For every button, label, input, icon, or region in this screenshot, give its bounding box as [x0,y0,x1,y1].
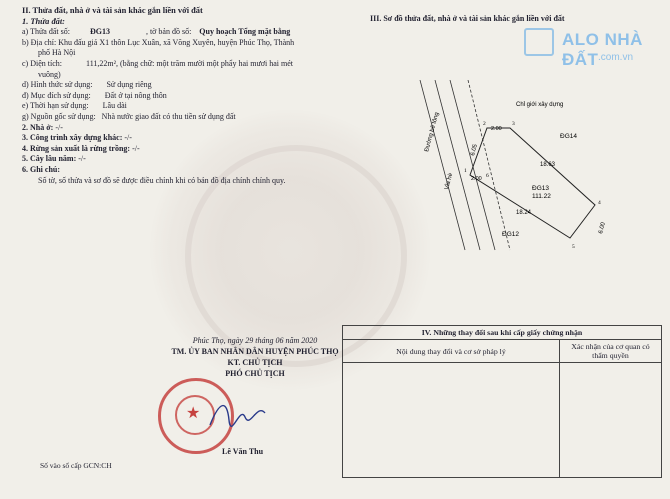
use-form-row [22,80,342,91]
origin-value: Nhà nước giao đất có thu tiền sử dụng đất [101,111,236,121]
address-value-cont: phố Hà Nội [38,48,76,58]
road-label: Đường bê tông [424,111,441,153]
issuing-org: TM. ỦY BAN NHÂN DÂN HUYỆN PHÚC THỌ [171,347,339,356]
area-value-cont: vuông) [38,69,61,79]
vertex-3: 3 [512,121,515,127]
lot-label: ĐG13 [532,185,549,192]
origin-label: g) Nguồn gốc sử dụng: [22,111,96,121]
lot-diagram [390,80,620,260]
diagram-section-title: III. Sơ đồ thửa đất, nhà ở và tài sản khác gắn liền với đất [370,14,565,23]
vertex-1: 1 [464,168,467,174]
logo-url: .com.vn [598,52,634,63]
signature-block [140,335,370,379]
area-row [22,59,342,70]
forest-row [22,144,342,155]
signer-role: PHÓ CHỦ TỊCH [225,369,285,378]
length-top-label: 18.63 [540,162,556,168]
lot-polygon [470,128,595,238]
lot-area-label: 111.22 [532,193,551,200]
use-form-label: d) Hình thức sử dụng: [22,80,93,90]
area-label: c) Diện tích: [22,58,62,68]
corner-len-2: 2.00 [471,176,482,182]
on-behalf-label: KT. CHỦ TỊCH [227,358,283,367]
signer-name: Lê Văn Thu [222,447,264,456]
vertex-5: 5 [572,244,575,250]
notes-value: Số tờ, số thửa và sơ đồ sẽ được điều chỉnh khi có bản đồ địa chính chính quy. [38,175,286,185]
side-left-label: 6.05 [470,143,479,157]
term-label: e) Thời hạn sử dụng: [22,101,89,111]
perennial-value: -/- [78,154,86,164]
map-sheet-label: , tờ bản đồ số: [145,27,192,37]
changes-col-content: Nội dung thay đổi và cơ sở pháp lý [343,340,560,363]
neighbor-bottom-label: ĐG12 [502,231,519,238]
term-row [22,101,342,112]
changes-cell-empty-1 [343,363,560,478]
side-right-label: 6.00 [598,221,607,235]
house-logo-icon [524,28,554,56]
changes-col-confirm: Xác nhận của cơ quan có thẩm quyền [559,340,661,363]
changes-table [342,325,662,478]
alley-label: Vỉa hè [444,172,455,191]
purpose-value: Đất ở tại nông thôn [104,90,167,100]
house-label: 2. Nhà ở: [22,122,54,132]
perennial-label: 5. Cây lâu năm: [22,154,77,164]
land-info-section [22,6,342,186]
other-works-label: 3. Công trình xây dựng khác: [22,133,123,143]
lot-number-value: ĐG13 [89,27,110,37]
lot-number-row [22,27,342,38]
notes-row [22,165,342,176]
lot-number-label: a) Thửa đất số: [22,27,70,37]
forest-value: -/- [132,143,140,153]
handwritten-signature [205,395,275,435]
house-row [22,123,342,134]
origin-row [22,112,342,123]
land-heading: 1. Thửa đất: [22,16,65,26]
area-value: 111,22m², (bằng chữ: một trăm mười một phẩy hai mươi hai mét [85,58,294,68]
length-bottom-label: 18.24 [516,210,532,216]
logo-brand: ALO NHÀ ĐẤT [562,30,643,69]
changes-table-title: IV. Những thay đổi sau khi cấp giấy chứng nhận [343,326,662,340]
vertex-4: 4 [598,200,601,206]
house-value: -/- [55,122,63,132]
term-value: Lâu dài [102,101,127,111]
registry-number: Số vào sổ cấp GCN:CH [40,461,112,470]
section-title: II. Thửa đất, nhà ở và tài sản khác gắn liền với đất [22,6,203,15]
corner-len-1: 2.00 [491,126,502,132]
use-form-value: Sử dụng riêng [106,80,152,90]
forest-label: 4. Rừng sản xuất là rừng trồng: [22,143,131,153]
seal-star-icon: ★ [186,405,201,422]
road-edge-3 [450,80,495,250]
notes-label: 6. Ghi chú: [22,164,61,174]
vertex-2: 2 [483,121,486,127]
changes-cell-empty-2 [559,363,661,478]
other-works-row [22,133,342,144]
alonhadat-watermark-logo [510,28,670,74]
vertex-6: 6 [486,173,489,179]
map-sheet-value: Quy hoạch Tổng mặt bằng [199,27,291,37]
neighbor-top-label: ĐG14 [560,133,577,140]
address-row [22,38,342,49]
address-label: b) Địa chỉ: [22,37,57,47]
road-edge-1 [420,80,465,250]
perennial-row [22,154,342,165]
setback-line [468,80,510,250]
address-value: Khu đấu giá X1 thôn Lục Xuân, xã Võng Xuyên, huyện Phúc Thọ, Thành [58,37,295,47]
other-works-value: -/- [124,133,132,143]
purpose-row [22,91,342,102]
setback-label: Chỉ giới xây dựng [516,102,564,108]
place-date: Phúc Thọ, ngày 29 tháng 06 năm 2020 [192,336,318,345]
purpose-label: đ) Mục đích sử dụng: [22,90,91,100]
